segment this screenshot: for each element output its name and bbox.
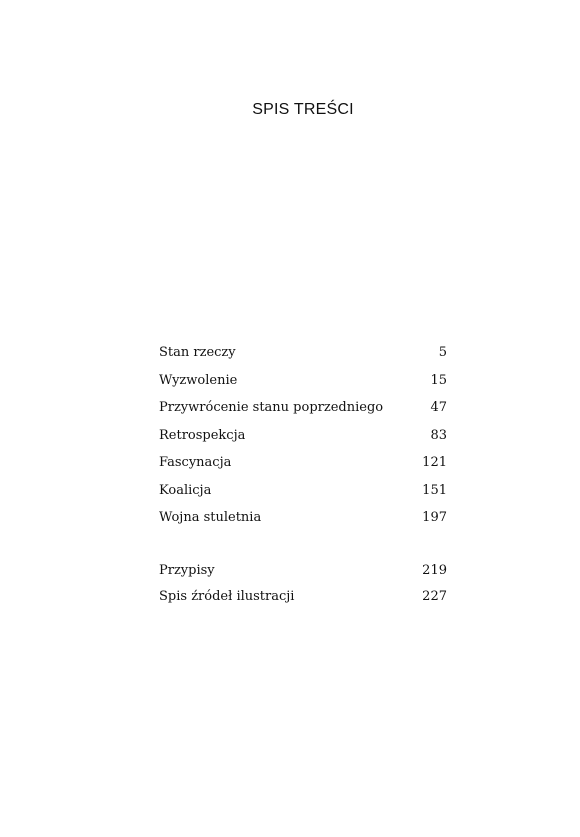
toc-entry-label: Przywrócenie stanu poprzedniego bbox=[159, 400, 384, 415]
toc-entry bbox=[159, 428, 447, 456]
toc-title: SPIS TREŚCI bbox=[252, 101, 354, 118]
toc-entry-page: 15 bbox=[430, 372, 447, 388]
toc-entry bbox=[159, 373, 447, 401]
toc-entry-page: 219 bbox=[422, 562, 447, 578]
toc-entry-label: Spis źródeł ilustracji bbox=[159, 588, 295, 604]
toc-entry-page: 83 bbox=[430, 427, 447, 443]
toc-entry-page: 227 bbox=[422, 588, 447, 604]
toc-entry bbox=[159, 345, 447, 373]
table-of-contents bbox=[159, 345, 447, 615]
toc-entry-page: 47 bbox=[430, 400, 447, 415]
toc-entry-label: Koalicja bbox=[159, 482, 212, 498]
toc-entry-page: 121 bbox=[422, 455, 447, 470]
section-spacer bbox=[159, 538, 447, 563]
toc-entry-back-matter bbox=[159, 589, 447, 615]
toc-entry-page: 197 bbox=[422, 510, 447, 525]
toc-entry-page: 151 bbox=[422, 482, 447, 498]
toc-entry-label: Przypisy bbox=[159, 562, 215, 578]
toc-entry bbox=[159, 455, 447, 483]
toc-entry-label: Fascynacja bbox=[159, 455, 232, 470]
toc-entry bbox=[159, 400, 447, 428]
toc-entry-label: Wyzwolenie bbox=[159, 372, 238, 388]
toc-entry bbox=[159, 483, 447, 511]
toc-entry-label: Wojna stuletnia bbox=[159, 510, 262, 525]
toc-entry bbox=[159, 510, 447, 538]
toc-entry-back-matter bbox=[159, 563, 447, 589]
toc-entry-page: 5 bbox=[438, 345, 447, 360]
toc-entry-label: Retrospekcja bbox=[159, 427, 246, 443]
toc-entry-label: Stan rzeczy bbox=[159, 345, 236, 360]
